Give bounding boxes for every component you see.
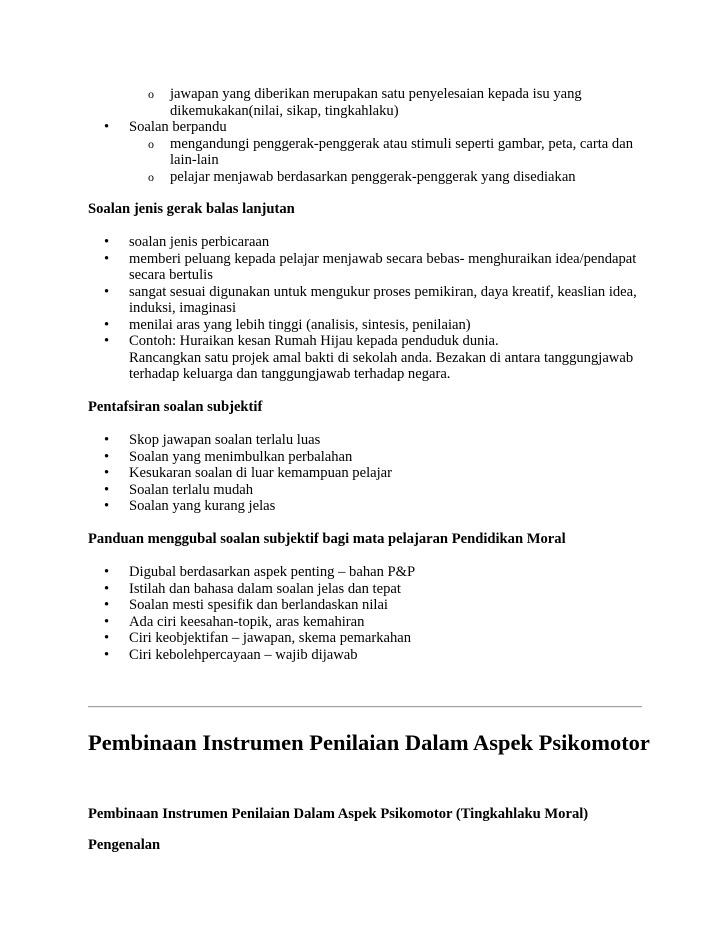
list-item-text: Soalan yang menimbulkan perbalahan bbox=[129, 448, 353, 465]
bullet-icon bbox=[104, 449, 109, 466]
bullet-icon bbox=[104, 498, 109, 515]
bullet-icon bbox=[104, 581, 109, 598]
list-item-text: Soalan terlalu mudah bbox=[129, 481, 254, 498]
section2-list bbox=[0, 432, 728, 515]
hollow-bullet-icon bbox=[148, 169, 154, 186]
list-item bbox=[0, 284, 639, 317]
list-item bbox=[0, 647, 639, 664]
bullet-icon bbox=[104, 630, 109, 647]
list-item-text: Digubal berdasarkan aspek penting – bahan P&P bbox=[129, 564, 416, 580]
list-item-text: jawapan yang diberikan merupakan satu penyelesaian kepada isu yang dikemukakan(nilai, sikap, tingkahlaku) bbox=[170, 86, 582, 119]
list-item bbox=[0, 333, 639, 383]
list-item-text: Soalan mesti spesifik dan berlandaskan nilai bbox=[129, 597, 388, 613]
bullet-icon bbox=[104, 465, 109, 482]
list-item bbox=[0, 449, 639, 466]
bullet-icon bbox=[104, 317, 109, 334]
list-item bbox=[0, 614, 639, 631]
bullet-icon bbox=[104, 564, 109, 581]
bullet-icon bbox=[104, 614, 109, 631]
list-item bbox=[0, 234, 639, 251]
section-subtitle: Pembinaan Instrumen Penilaian Dalam Aspek Psikomotor (Tingkahlaku Moral) bbox=[88, 806, 589, 822]
horizontal-divider bbox=[88, 706, 642, 708]
section-heading: Panduan menggubal soalan subjektif bagi mata pelajaran Pendidikan Moral bbox=[88, 531, 566, 547]
list-item-text: Ciri keobjektifan – jawapan, skema pemarkahan bbox=[129, 630, 412, 646]
bullet-icon bbox=[104, 284, 109, 301]
list-item-text: memberi peluang kepada pelajar menjawab secara bebas- menghuraikan idea/pendapat secara bertulis bbox=[129, 250, 637, 283]
list-item-text: menilai aras yang lebih tinggi (analisis, sintesis, penilaian) bbox=[129, 316, 471, 333]
list-item-text: sangat sesuai digunakan untuk mengukur proses pemikiran, daya kreatif, keaslian idea, induksi, imaginasi bbox=[129, 283, 637, 316]
section-heading: Soalan jenis gerak balas lanjutan bbox=[88, 201, 295, 217]
list-item-text: pelajar menjawab berdasarkan penggerak-penggerak yang disediakan bbox=[170, 168, 576, 185]
list-item bbox=[0, 251, 639, 284]
list-item-text: Istilah dan bahasa dalam soalan jelas dan tepat bbox=[129, 580, 401, 597]
section1-list bbox=[0, 234, 728, 383]
list-item bbox=[0, 597, 639, 614]
list-item-text: Ada ciri keesahan-topik, aras kemahiran bbox=[129, 613, 365, 630]
top-continuation-list bbox=[0, 86, 728, 185]
page-title: Pembinaan Instrumen Penilaian Dalam Aspek Psikomotor bbox=[88, 730, 650, 755]
list-item bbox=[0, 630, 639, 647]
bullet-icon bbox=[104, 234, 109, 251]
list-item bbox=[0, 432, 639, 449]
section-heading: Pentafsiran soalan subjektif bbox=[88, 399, 263, 415]
list-item-text: Contoh: Huraikan kesan Rumah Hijau kepada penduduk dunia. bbox=[129, 333, 499, 349]
list-item bbox=[0, 465, 639, 482]
list-item-text-continued: Rancangkan satu projek amal bakti di sekolah anda. Bezakan di antara tanggungjawab terhadap keluarga dan tanggungjawab terhadap negara. bbox=[129, 349, 634, 382]
section-subheading: Pengenalan bbox=[88, 837, 161, 853]
bullet-icon bbox=[104, 597, 109, 614]
list-item-text: mengandungi penggerak-penggerak atau stimuli seperti gambar, peta, carta dan lain-lain bbox=[170, 135, 633, 168]
hollow-bullet-icon bbox=[148, 136, 154, 153]
bullet-icon bbox=[104, 432, 109, 449]
bullet-icon bbox=[104, 251, 109, 268]
list-item-text: Kesukaran soalan di luar kemampuan pelajar bbox=[129, 465, 392, 481]
hollow-bullet-icon bbox=[148, 86, 154, 103]
list-item bbox=[0, 317, 639, 334]
list-item bbox=[0, 86, 640, 119]
list-item-text: soalan jenis perbicaraan bbox=[129, 234, 270, 250]
section3-list bbox=[0, 564, 728, 663]
list-item-text: Skop jawapan soalan terlalu luas bbox=[129, 432, 321, 448]
list-item bbox=[0, 581, 639, 598]
list-item bbox=[0, 498, 639, 515]
bullet-icon bbox=[104, 482, 109, 499]
list-item bbox=[0, 564, 639, 581]
bullet-icon bbox=[104, 333, 109, 350]
bullet-icon bbox=[104, 647, 109, 664]
list-item bbox=[0, 136, 640, 169]
list-item bbox=[0, 119, 629, 136]
list-item-text: Soalan berpandu bbox=[129, 119, 227, 135]
list-item bbox=[0, 482, 639, 499]
list-item-text: Soalan yang kurang jelas bbox=[129, 498, 276, 514]
list-item bbox=[0, 169, 640, 186]
list-item-text: Ciri kebolehpercayaan – wajib dijawab bbox=[129, 646, 358, 663]
bullet-icon bbox=[104, 119, 109, 136]
